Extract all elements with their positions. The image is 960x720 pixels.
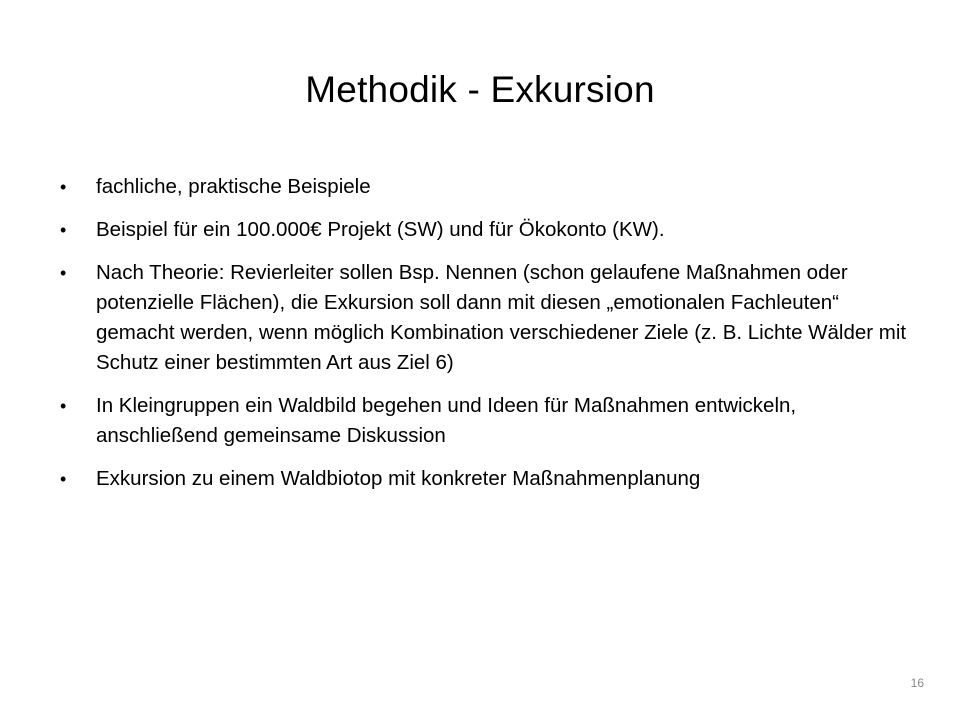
bullet-text-5: Exkursion zu einem Waldbiotop mit konkreter Maßnahmenplanung xyxy=(96,467,701,490)
bullet-icon: • xyxy=(60,177,67,197)
bullet-list xyxy=(60,172,910,507)
bullet-item-3 xyxy=(60,258,910,378)
bullet-text-4: In Kleingruppen ein Waldbild begehen und Ideen für Maßnahmen entwickeln, anschließend gemeinsame Diskussion xyxy=(96,394,797,447)
slide-title: Methodik - Exkursion xyxy=(305,69,655,110)
bullet-text-3: Nach Theorie: Revierleiter sollen Bsp. Nennen (schon gelaufene Maßnahmen oder potenzielle Flächen), die Exkursion soll dann mit diesen „emotionalen Fachleuten“ gemacht werden, wenn möglich Kombination verschiedener Ziele (z. B. Lichte Wälder mit Schutz einer bestimmten Art aus Ziel 6) xyxy=(96,261,907,374)
bullet-text-2: Beispiel für ein 100.000€ Projekt (SW) und für Ökokonto (KW). xyxy=(96,218,665,241)
bullet-item-2 xyxy=(60,215,910,245)
bullet-item-1 xyxy=(60,172,910,202)
page-number: 16 xyxy=(910,676,924,690)
bullet-icon: • xyxy=(60,469,67,489)
bullet-icon: • xyxy=(60,220,67,240)
bullet-item-4 xyxy=(60,391,910,451)
bullet-icon: • xyxy=(60,396,67,416)
bullet-item-5 xyxy=(60,464,910,494)
bullet-icon: • xyxy=(60,263,67,283)
bullet-text-1: fachliche, praktische Beispiele xyxy=(96,175,371,198)
